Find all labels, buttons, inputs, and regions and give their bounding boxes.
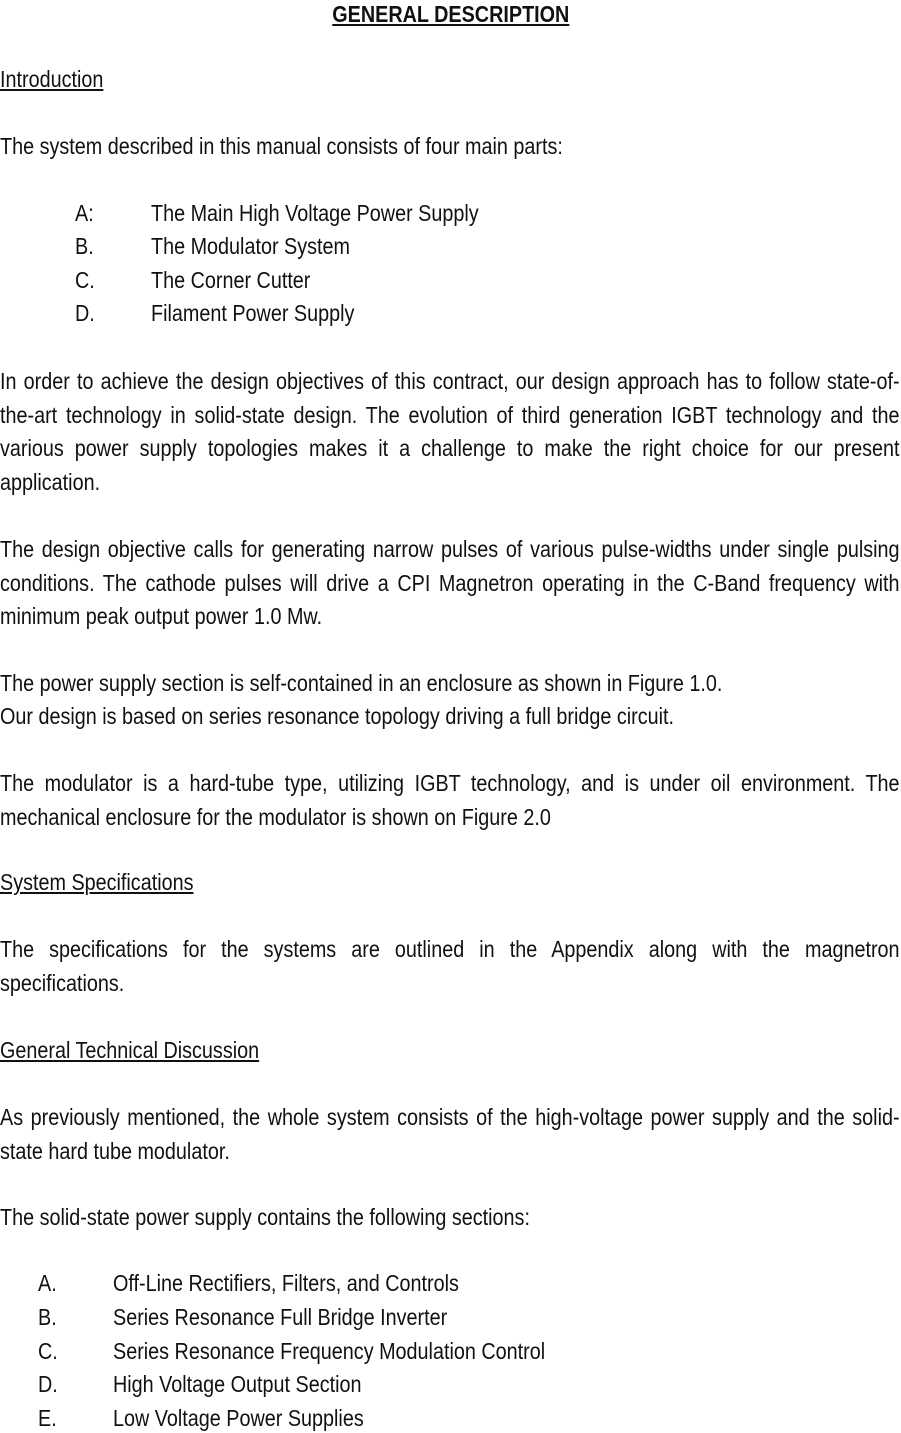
previously-mentioned-paragraph: As previously mentioned, the whole system consists of the high-voltage power supply and the solid-state hard tube modulator.: [0, 1104, 900, 1164]
section-text: Series Resonance Full Bridge Inverter: [113, 1304, 448, 1330]
design-objective-paragraph: The design objective calls for generating narrow pulses of various pulse-widths under single pulsing conditions. The cathode pulses will drive a CPI Magnetron operating in the C-Band frequency with minimum peak output power 1.0 Mw.: [0, 536, 900, 629]
section-letter: E.: [38, 1405, 57, 1431]
part-letter: C.: [75, 267, 95, 293]
section-letter: A.: [38, 1270, 57, 1296]
sections-intro-line: The solid-state power supply contains the following sections:: [0, 1204, 530, 1230]
part-text: Filament Power Supply: [151, 300, 355, 326]
part-text: The Corner Cutter: [151, 267, 311, 293]
introduction-heading: Introduction: [0, 66, 104, 92]
section-letter: D.: [38, 1371, 58, 1397]
part-letter: B.: [75, 233, 94, 259]
general-technical-discussion-heading: General Technical Discussion: [0, 1037, 260, 1063]
section-letter: B.: [38, 1304, 57, 1330]
page-title: [0, 0, 901, 28]
intro-line: The system described in this manual consists of four main parts:: [0, 133, 563, 159]
section-text: High Voltage Output Section: [113, 1371, 362, 1397]
section-text: Series Resonance Frequency Modulation Control: [113, 1338, 546, 1364]
page-title-text: GENERAL DESCRIPTION: [331, 1, 570, 27]
section-text: Low Voltage Power Supplies: [113, 1405, 364, 1431]
system-specifications-heading: System Specifications: [0, 869, 194, 895]
power-supply-line-1: The power supply section is self-contained in an enclosure as shown in Figure 1.0.: [0, 670, 723, 696]
part-letter: D.: [75, 300, 95, 326]
power-supply-line-2: Our design is based on series resonance topology driving a full bridge circuit.: [0, 703, 674, 729]
part-text: The Modulator System: [151, 233, 350, 259]
part-letter: A:: [75, 200, 94, 226]
specifications-paragraph: The specifications for the systems are outlined in the Appendix along with the magnetron specifications.: [0, 936, 900, 996]
design-approach-paragraph: In order to achieve the design objectives of this contract, our design approach has to follow state-of-the-art technology in solid-state design. The evolution of third generation IGBT technology and the various power supply topologies makes it a challenge to make the right choice for our present application.: [0, 368, 900, 495]
section-letter: C.: [38, 1338, 58, 1364]
part-text: The Main High Voltage Power Supply: [151, 200, 479, 226]
modulator-paragraph: The modulator is a hard-tube type, utilizing IGBT technology, and is under oil environment. The mechanical enclosure for the modulator is shown on Figure 2.0: [0, 770, 900, 830]
section-text: Off-Line Rectifiers, Filters, and Controls: [113, 1270, 459, 1296]
